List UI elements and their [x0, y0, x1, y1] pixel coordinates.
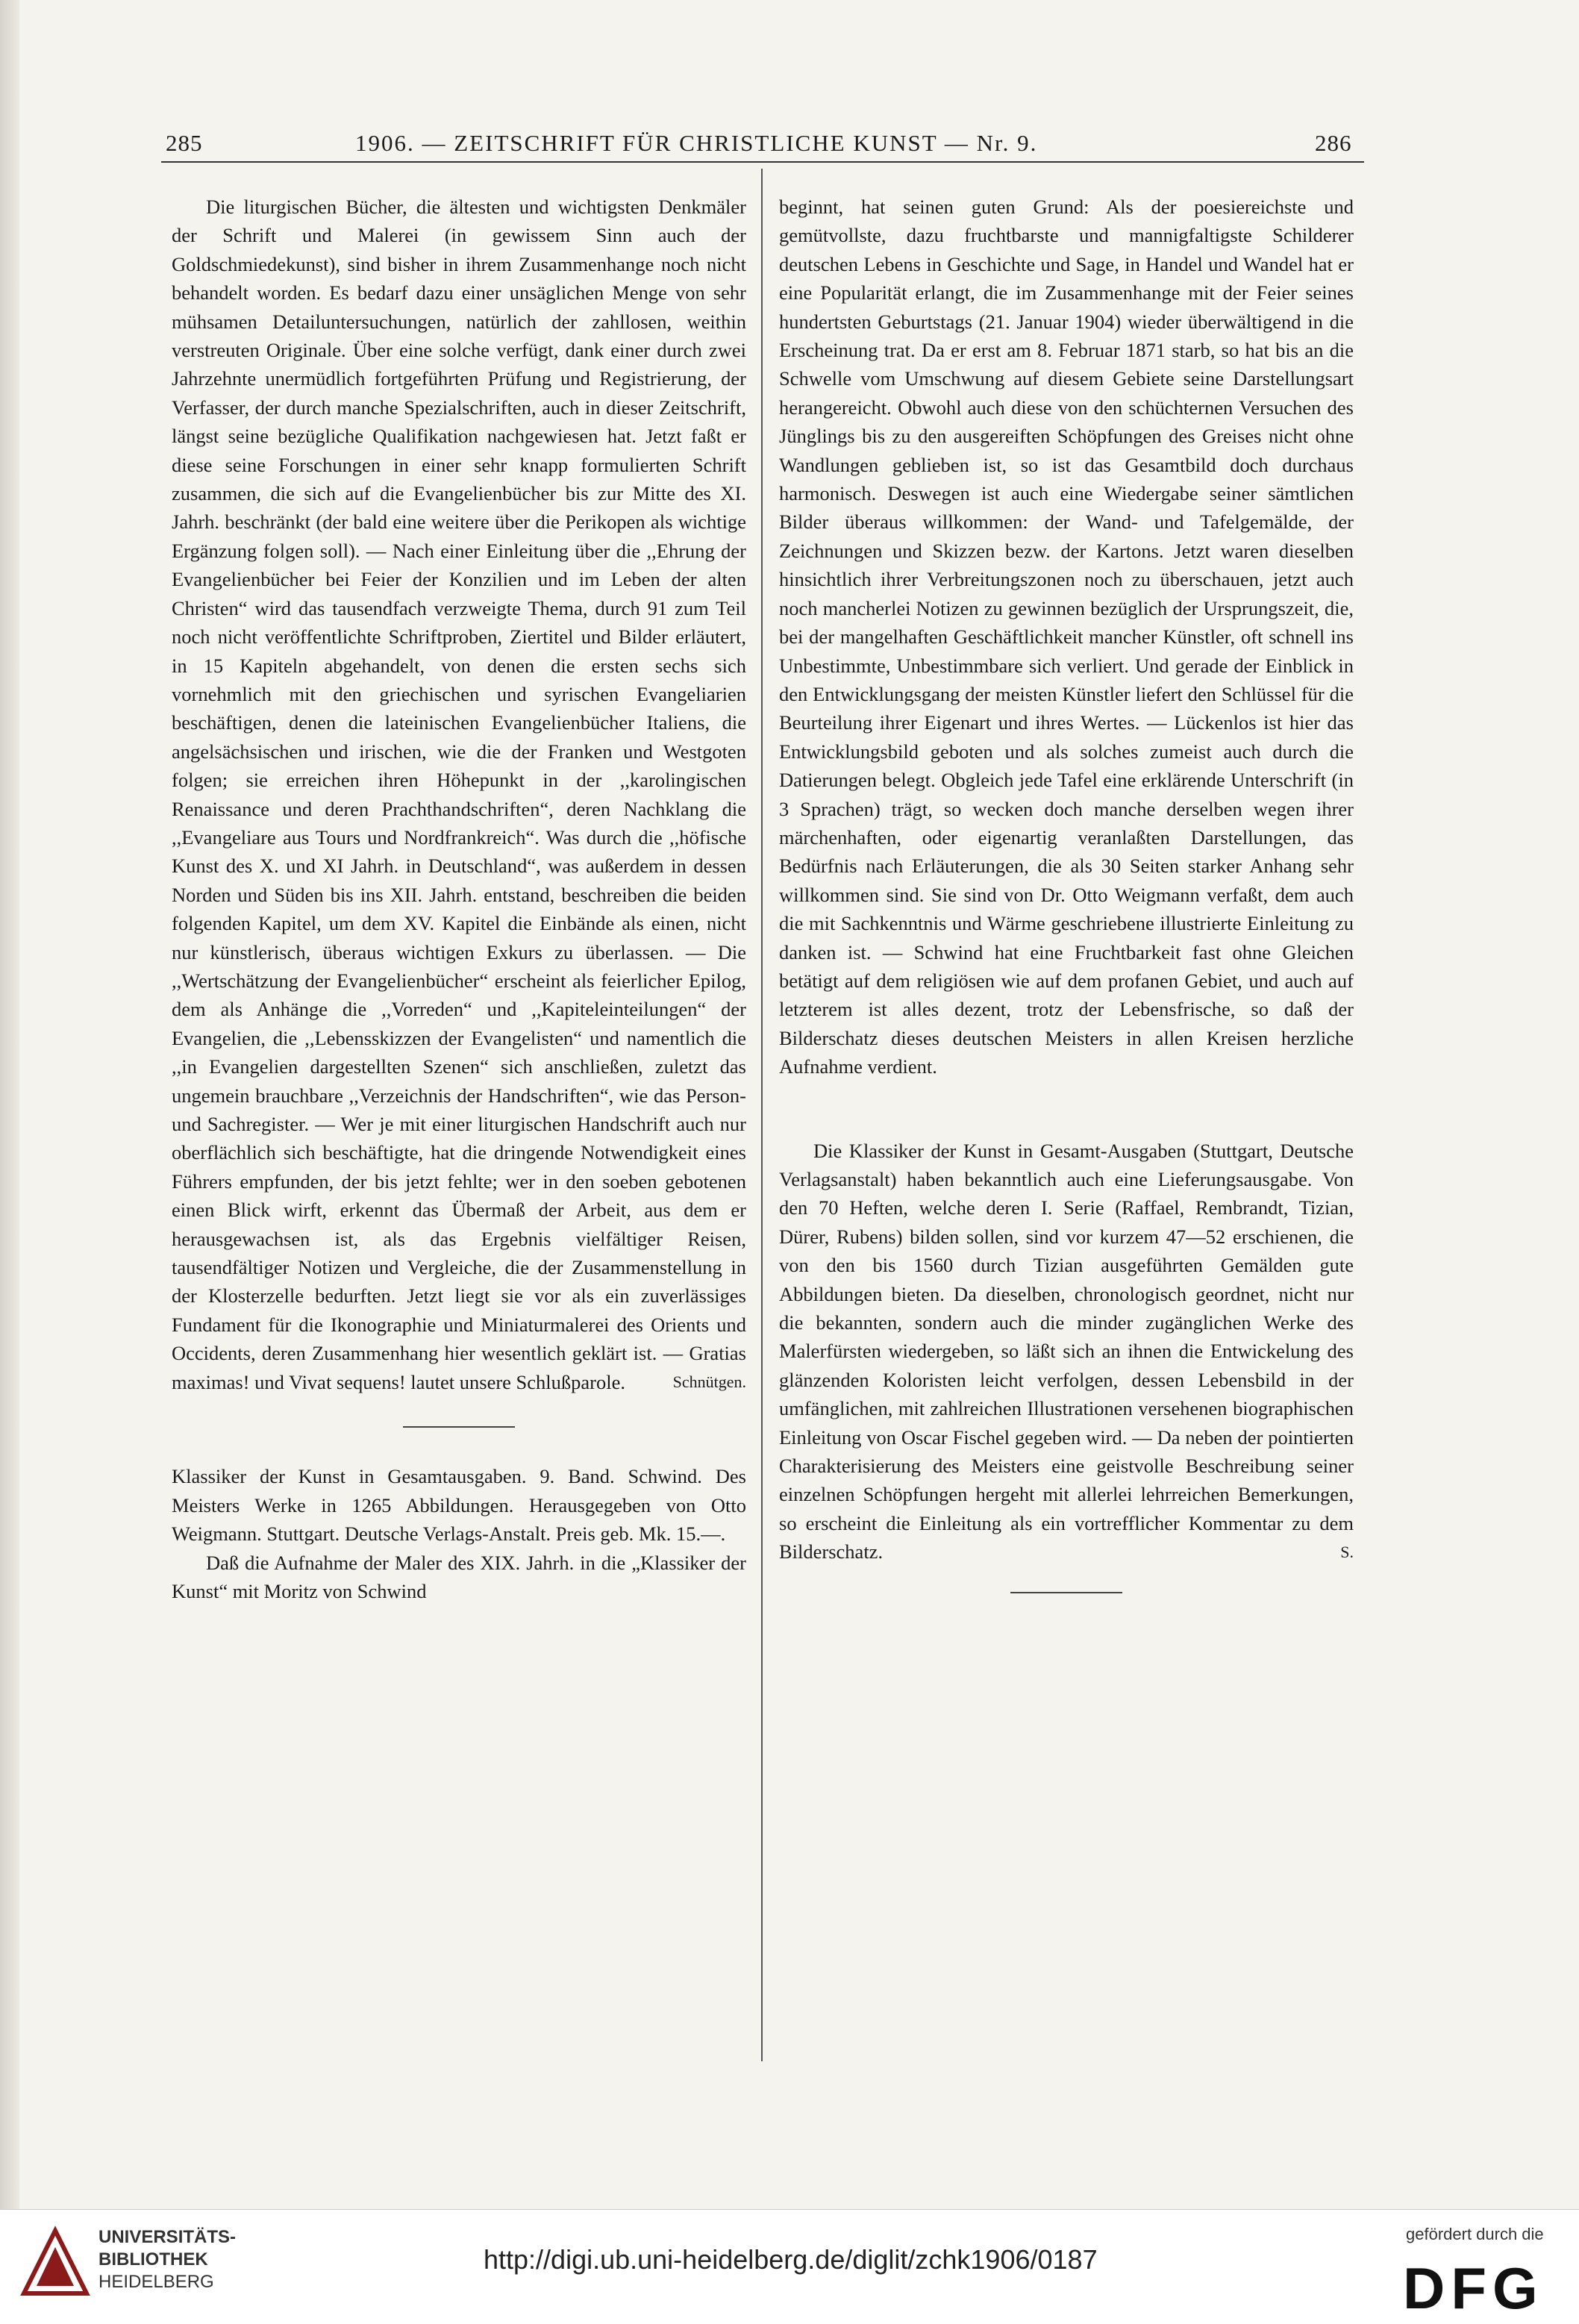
- signature-schnuetgen: Schnütgen.: [672, 1372, 746, 1392]
- spacer: [779, 1081, 1354, 1137]
- section-divider-right: [1010, 1592, 1122, 1593]
- library-line-2: BIBLIOTHEK: [99, 2249, 208, 2270]
- review-paragraph-evangelienbuecher: Die liturgischen Bücher, die ältesten und wichtigsten Denkmäler der Schrift und Malerei (in gewissem Sinn auch der Goldschmiedekunst), sind bisher in ihrem Zusammenhange noch nicht behandelt worden. Es bedarf dazu einer unsäglichen Menge von sehr mühsamen Detailuntersuchungen, natürlich der zahllosen, weithin verstreuten Originale. Über eine solche verfügt, dank einer durch zwei Jahrzehnte unermüdlich fortgeführten Prüfung und Registrierung, der Verfasser, der durch manche Spezialschriften, auch in dieser Zeitschrift, längst seine bezügliche Qualifikation nachgewiesen hat. Jetzt faßt er diese seine Forschungen in einer sehr knapp formulierten Schrift zusammen, die sich auf die Evangelienbücher bis zur Mitte des XI. Jahrh. beschränkt (der bald eine weitere über die Perikopen als wichtige Ergänzung folgen soll). — Nach einer Einleitung über die ,,Ehrung der Evangelienbücher bei Feier der Konzilien und im Leben der alten Christen“ wird das tausendfach verzweigte Thema, durch 91 zum Teil noch nicht veröffentlichte Schriftproben, Ziertitel und Bilder erläutert, in 15 Kapiteln abgehandelt, von denen die ersten sechs sich vornehmlich mit den griechischen und syrischen Evangeliarien beschäftigen, denen die lateinischen Evangelienbücher Italiens, die angelsächsischen und irischen, wie die der Franken und Westgoten folgen; sie erreichen ihren Höhepunkt in der ,,karolingischen Renaissance und deren Prachthandschriften“, deren Nachklang die ,,Evangeliare aus Tours und Nordfrankreich“. Was durch die ,,höfische Kunst des X. und XI Jahrh. in Deutschland“, was außerdem in dessen Norden und Süden bis ins XII. Jahrh. entstand, beschreiben die beiden folgenden Kapitel, um dem XV. Kapitel die Einbände als einen, nicht nur künstlerisch, überaus wichtigen Exkurs zu überlassen. — Die ,,Wertschätzung der Evangelienbücher“ erscheint als feierlicher Epilog, dem als Anhänge die ,,Vorreden“ und ,,Kapiteleinteilungen“ der Evangelien, die ,,Lebensskizzen der Evangelisten“ und namentlich die ,,in Evangelien dargestellten Szenen“ sich anschließen, zuletzt das ungemein brauchbare ,,Verzeichnis der Handschriften“, wie das Person- und Sachregister. — Wer je mit einer liturgischen Handschrift auch nur oberflächlich sich beschäftigte, hat die dringende Notwendigkeit eines Führers empfunden, der bis jetzt fehlte; wer in den soeben gebotenen einen Blick wirft, erkennt das Übermaß der Arbeit, aus dem er herausgewachsen ist, als das Ergebnis vielfältiger Reisen, tausendfältiger Notizen und Vergleiche, die der Zusammenstellung in der Klosterzelle bedurften. Jetzt liegt sie vor als ein zuverlässiges Fundament für die Ikonographie und Miniaturmalerei des Orients und Occidents, deren Zusammenhang hier wesentlich geklärt ist. — Gratias maximas! und Vivat sequens! lautet unsere Schlußparole.: [172, 196, 746, 1393]
- review-paragraph-tizian: Die Klassiker der Kunst in Gesamt-Ausgaben (Stuttgart, Deutsche Verlagsanstalt) haben bekanntlich auch eine Lieferungsausgabe. Von den 70 Heften, welche deren I. Serie (Raffael, Rembrandt, Tizian, Dürer, Rubens) bilden sollen, sind vor kurzem 47—52 erschienen, die von den bis 1560 durch Tizian ausgeführten Gemälden gute Abbildungen bieten. Da dieselben, chronologisch geordnet, nicht nur die bekannten, sondern auch die minder zugänglichen Werke des Malerfürsten wiedergeben, so läßt sich an ihnen die Entwickelung des glänzenden Koloristen leicht verfolgen, dessen Lebensbild in der umfänglichen, mit zahlreichen Illustrationen versehenen biographischen Einleitung von Oscar Fischel gegeben wird. — Da neben der pointierten Charakterisierung des Meisters eine geistvolle Beschreibung seiner einzelnen Schöpfungen hergeht mit allerlei lehrreichen Bemerkungen, so erscheint die Einleitung als ein vortrefflicher Kommentar zu dem Bilderschatz.: [779, 1139, 1354, 1564]
- library-name: [99, 2226, 236, 2293]
- dfg-logo: DFG: [1403, 2255, 1544, 2321]
- header-rule: [161, 161, 1364, 163]
- column-divider: [761, 169, 763, 2061]
- running-title: 1906. — ZEITSCHRIFT FÜR CHRISTLICHE KUNST — Nr. 9.: [355, 130, 1038, 156]
- permalink-url[interactable]: http://digi.ub.uni-heidelberg.de/diglit/zchk1906/0187: [484, 2244, 1098, 2275]
- section-divider: [403, 1426, 515, 1428]
- library-line-3: HEIDELBERG: [99, 2272, 214, 2292]
- right-column: [779, 193, 1354, 1623]
- review-paragraph-schwind-start: Daß die Aufnahme der Maler des XIX. Jahrh. in die „Klassiker der Kunst“ mit Moritz von Schwind: [172, 1551, 746, 1603]
- left-column: [172, 193, 746, 1606]
- page-number-right: 286: [1315, 130, 1352, 156]
- review-heading-schwind: Klassiker der Kunst in Gesamtausgaben. 9. Band. Schwind. Des Meisters Werke in 1265 Abbildungen. Herausgegeben von Otto Weigmann. Stuttgart. Deutsche Verlags-Anstalt. Preis geb. Mk. 15.—.: [172, 1465, 746, 1546]
- review-paragraph-schwind-cont: beginnt, hat seinen guten Grund: Als der poesiereichste und gemütvollste, dazu fruchtbarste und mannigfaltigste Schilderer deutschen Lebens in Geschichte und Sage, in Handel und Wandel hat er eine Popularität erlangt, die im Zusammenhange mit der Feier seines hundertsten Geburtstags (21. Januar 1904) wieder überwältigend in die Erscheinung trat. Da er erst am 8. Februar 1871 starb, so hat bis an die Schwelle vom Umschwung auf diesem Gebiete seine Darstellungsart herangereicht. Obwohl auch diese von den schüchternen Versuchen des Jünglings bis zu den ausgereiften Schöpfungen des Greises nicht ohne Wandlungen geblieben ist, so ist das Gesamtbild doch durchaus harmonisch. Deswegen ist auch eine Wiedergabe seiner sämtlichen Bilder überaus willkommen: der Wand- und Tafelgemälde, der Zeichnungen und Skizzen bezw. der Kartons. Jetzt waren dieselben hinsichtlich ihrer Verbreitungszonen noch zu überschauen, jetzt auch noch mancherlei Notizen zu gewinnen bezüglich der Ursprungszeit, die, bei der mangelhaften Geschäftlichkeit mancher Künstler, oft schnell ins Unbestimmte, Unbestimmbare sich verliert. Und gerade der Einblick in den Entwicklungsgang der meisten Künstler liefert den Schlüssel für die Beurteilung ihrer Eigenart und ihres Wertes. — Lückenlos ist hier das Entwicklungsbild geboten und als solches zumeist auch durch die Datierungen belegt. Obgleich jede Tafel eine erklärende Unterschrift (in 3 Sprachen) trägt, so wecken doch manche derselben wegen ihrer märchenhaften, oder eigenartig veranlaßten Darstellungen, das Bedürfnis nach Erläuterungen, die als 30 Seiten starker Anhang sehr willkommen sind. Sie sind von Dr. Otto Weigmann verfaßt, dem auch die mit Sachkenntnis und Wärme geschriebene illustrierte Einleitung zu danken ist. — Schwind hat eine Fruchtbarkeit fast ohne Gleichen betätigt auf dem religiösen wie auf dem profanen Gebiet, und auch auf letzterem ist alles dezent, trotz der Lebensfrische, so daß der Bilderschatz dieses deutschen Meisters in allen Kreisen herzliche Aufnahme verdient.: [779, 196, 1354, 1078]
- funding-note: gefördert durch die: [1406, 2225, 1544, 2243]
- page-number-left: 285: [166, 130, 203, 156]
- university-library-logo-icon: [18, 2225, 93, 2299]
- footer-bar: [0, 2209, 1579, 2324]
- scan-edge: [0, 0, 19, 2209]
- library-line-1: UNIVERSITÄTS-: [99, 2227, 237, 2247]
- signature-s: S.: [1340, 1542, 1354, 1561]
